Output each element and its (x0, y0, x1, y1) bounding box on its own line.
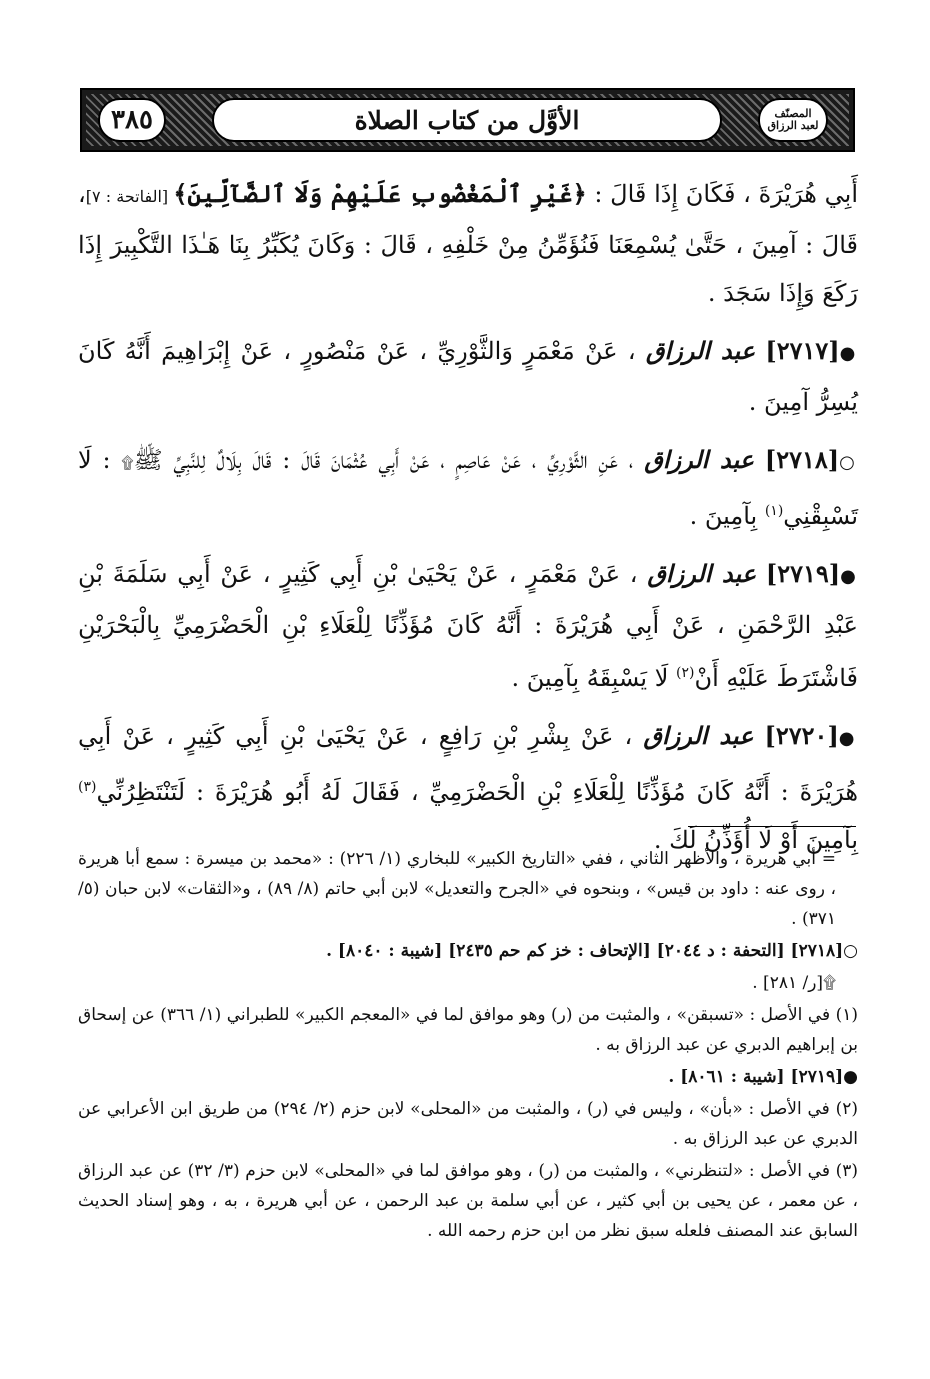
footnote-2: (٢) في الأصل : «بأن» ، وليس في (ر) ، والمثبت من «المحلى» لابن حزم (٢/ ٢٩٤) من طريق ابن الأعرابي عن الدبري عن عبد الرزاق به . (78, 1099, 858, 1149)
text-segment: أَبِي هُرَيْرَةَ ، فَكَانَ إِذَا قَالَ : (586, 180, 859, 208)
paragraph-continuation (78, 170, 858, 317)
footnotes (78, 844, 858, 1248)
main-text (78, 170, 858, 874)
folio-mark: ۩ (121, 453, 134, 472)
hadith-number: [٢٧١٩] (765, 559, 841, 588)
hadith-text: ، عَنْ مَعْمَرٍ ، عَنْ يَحْيَىٰ بْنِ أَبِي كَثِيرٍ ، عَنْ أَبِي سَلَمَةَ بْنِ عَبْدِ الرَّحْمَنِ ، عَنْ أَبِي هُرَيْرَةَ : أَنَّهُ كَانَ مُؤَذِّنًا لِلْعَلَاءِ بْنِ الْحَضْرَمِيِّ بِالْبَحْرَيْنِ فَاشْتَرَطَ عَلَيْهِ أَنْ (78, 560, 858, 692)
book-logo-line2: لعبد الرزاق (767, 119, 819, 132)
hadith-text: ، عَنْ مَعْمَرٍ وَالثَّوْرِيِّ ، عَنْ مَنْصُورٍ ، عَنْ إِبْرَاهِيمَ أَنَّهُ كَانَ يُسِرُّ آمِينَ . (78, 337, 858, 416)
footnote-ref: (١) (764, 503, 784, 519)
hadith-2718 (78, 436, 858, 540)
running-title: الأوَّل من كتاب الصلاة (354, 105, 580, 135)
page-number-box (98, 98, 166, 142)
hadith-number: [٢٧١٧] (765, 336, 840, 365)
footnote-continuation: = أبي هريرة ، والأظهر الثاني ، ففي «التاريخ الكبير» للبخاري (١/ ٢٢٦) : «محمد بن ميسرة : سمع أبا هريرة ، روى عنه : داود بن قيس» ، وبنحوه في «الجرح والتعديل» لابن أبي حاتم (٨/ ٨٩) ، و«الثقات» لابن حبان (٥/ ٣٧١) . (78, 849, 836, 929)
book-logo-line1: المصنّف (774, 107, 812, 120)
hadith-text: بِآمِينَ . (689, 502, 765, 530)
hadith-marker: ● (839, 343, 858, 364)
book-logo-text (768, 108, 819, 132)
footnote-separator (688, 826, 856, 827)
hadith-2717 (78, 327, 858, 426)
quran-verse: ﴿غَيْرِ ٱلْمَغْضُوبِ عَلَيْهِمْ وَلَا ٱلضَّآلِّينَ﴾ (173, 179, 587, 208)
hadith-marker: ● (838, 728, 858, 749)
footnote-ref: (٢) (676, 665, 695, 681)
hadith-text: لَا يَسْبِقَهُ بِآمِينَ . (511, 664, 677, 692)
hadith-text: ، عَنِ الثَّوْرِيِّ ، عَنْ عَاصِمٍ ، عَنْ أَبِي عُثْمَانَ قَالَ : قَالَ بِلَالٌ لِلنَّبِيِّ ﷺ (133, 446, 634, 474)
footnote-ref: (٣) (78, 779, 97, 795)
hadith-number: [٢٧٢٠] (764, 721, 839, 750)
book-logo (758, 98, 828, 142)
narrator-name: عبد الرزاق (644, 445, 755, 474)
text-segment: ، قَالَ : آمِينَ ، حَتَّىٰ يُسْمِعَنَا فَنُؤَمِّنُ مِنْ خَلْفِهِ ، قَالَ : وَكَانَ يُكَبِّرُ بِنَا هَـٰذَا التَّكْبِيرَ إِذَا رَكَعَ وَإِذَا سَجَدَ . (78, 180, 859, 307)
verse-reference: [الفاتحة : ٧] (85, 187, 174, 206)
page-number: ٣٨٥ (111, 105, 153, 135)
page-header (80, 88, 855, 152)
running-title-box (212, 98, 722, 142)
hadith-number: [٢٧١٨] (764, 445, 840, 474)
footnote-1: (١) في الأصل : «تسبقن» ، والمثبت من (ر) وهو موافق لما في «المعجم الكبير» للطبراني (١/ ٣٦٦) عن إسحاق بن إبراهيم الدبري عن عبد الرزاق به . (78, 1005, 858, 1055)
footnote-folio: ۩[ر/ ٢٨١] . (752, 973, 836, 993)
hadith-text: بِآمِينَ أَوْ لَا أُؤَذِّنُ لَكَ . (653, 826, 858, 854)
hadith-marker: ● (840, 566, 858, 587)
hadith-2719 (78, 550, 858, 702)
hadith-2720 (78, 712, 858, 864)
footnote-3: (٣) في الأصل : «لتنظرني» ، والمثبت من (ر) ، وهو موافق لما في «المحلى» لابن حزم (٣/ ٣٢) عن عبد الرزاق ، عن معمر ، عن يحيى بن أبي كثير ، عن أبي سلمة بن عبد الرحمن ، عن أبي هريرة ، به ، وهو إسناد الحديث السابق عند المصنف فلعله سبق نظر من ابن حزم رحمه الله . (78, 1161, 858, 1241)
narrator-name: عبد الرزاق (643, 721, 754, 750)
hadith-text: : لَا تَسْبِقْنِي (78, 446, 858, 530)
footnote-takhrij-2719: ●[٢٧١٩] [شيبة : ٨٠٦١] . (668, 1067, 858, 1087)
hadith-marker: ○ (839, 452, 858, 473)
hadith-text: ، عَنْ بِشْرِ بْنِ رَافِعٍ ، عَنْ يَحْيَىٰ بْنِ أَبِي كَثِيرٍ ، عَنْ أَبِي هُرَيْرَةَ : أَنَّهُ كَانَ مُؤَذِّنًا لِلْعَلَاءِ بْنِ الْحَضْرَمِيِّ ، فَقَالَ لَهُ أَبُو هُرَيْرَةَ : لَتَنْتَظِرُنِّي (78, 722, 858, 806)
narrator-name: عبد الرزاق (645, 336, 756, 365)
footnote-takhrij-2718: ○[٢٧١٨] [التحفة : د ٢٠٤٤] [الإتحاف : خز كم حم ٢٤٣٥] [شيبة : ٨٠٤٠] . (326, 941, 858, 961)
narrator-name: عبد الرزاق (647, 559, 757, 588)
